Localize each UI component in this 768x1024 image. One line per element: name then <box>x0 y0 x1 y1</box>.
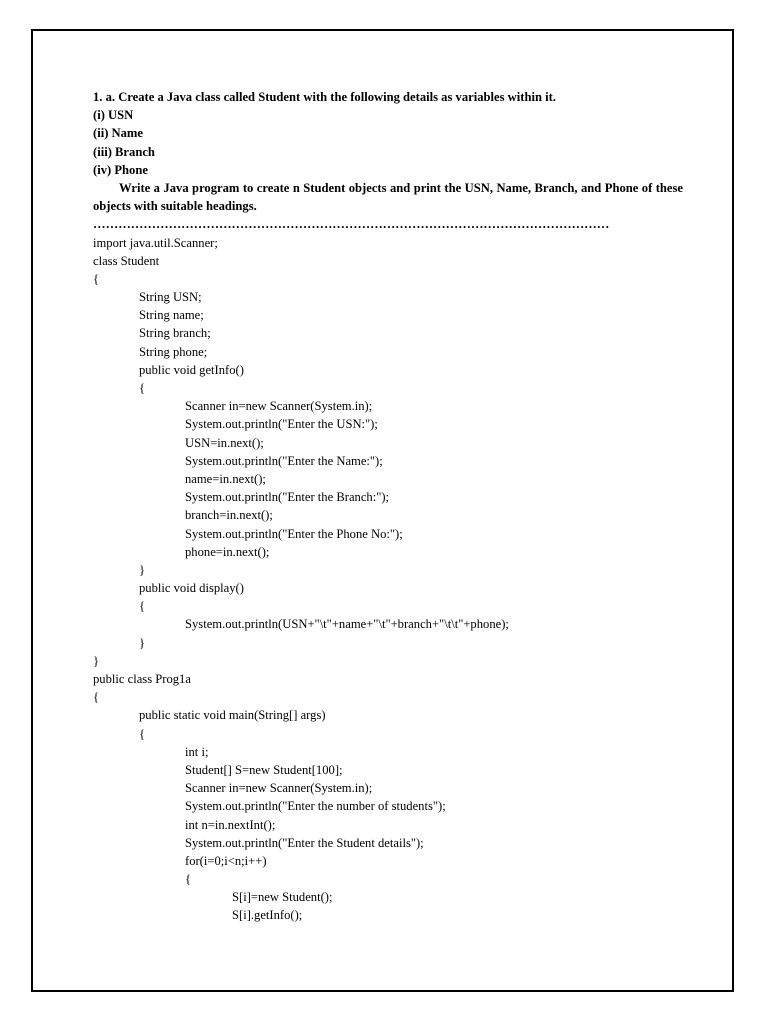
separator-dots: …………………………………………………………………………………………………………… <box>93 217 610 232</box>
code-line: public void getInfo() <box>139 362 244 377</box>
question-item-branch: (iii) Branch <box>93 144 155 159</box>
code-line: System.out.println("Enter the Branch:"); <box>185 490 390 505</box>
code-line: Student[] S=new Student[100]; <box>185 762 343 777</box>
code-line: int n=in.nextInt(); <box>185 817 276 832</box>
question-item-phone: (iv) Phone <box>93 162 148 177</box>
code-line: Scanner in=new Scanner(System.in); <box>185 781 373 796</box>
code-listing <box>93 234 683 925</box>
code-line: public static void main(String[] args) <box>139 708 326 723</box>
question-item-usn: (i) USN <box>93 108 134 123</box>
code-line: S[i].getInfo(); <box>232 908 303 923</box>
code-line: } <box>139 562 146 577</box>
code-line: System.out.println("Enter the Student details"); <box>185 835 424 850</box>
code-line: USN=in.next(); <box>185 435 264 450</box>
code-line: } <box>139 635 146 650</box>
code-line: { <box>139 599 146 614</box>
document-body <box>93 88 683 925</box>
code-line: phone=in.next(); <box>185 544 270 559</box>
code-line: branch=in.next(); <box>185 508 273 523</box>
code-line: String branch; <box>139 326 211 341</box>
code-line: } <box>93 653 100 668</box>
question-title: 1. a. Create a Java class called Student with the following details as variables within it. <box>93 90 556 104</box>
code-line: import java.util.Scanner; <box>93 235 218 250</box>
code-line: String name; <box>139 308 204 323</box>
code-line: { <box>93 271 100 286</box>
code-line: System.out.println(USN+"\t"+name+"\t"+branch+"\t\t"+phone); <box>185 617 509 632</box>
code-line: name=in.next(); <box>185 471 266 486</box>
code-line: for(i=0;i<n;i++) <box>185 853 267 868</box>
question-item-name: (ii) Name <box>93 126 144 141</box>
code-line: System.out.println("Enter the USN:"); <box>185 417 378 432</box>
question-instruction: Write a Java program to create n Student objects and print the USN, Name, Branch, and Phone of these objects with suitable headings. <box>93 180 683 214</box>
code-line: Scanner in=new Scanner(System.in); <box>185 399 373 414</box>
code-line: public void display() <box>139 581 244 596</box>
code-line: { <box>139 381 146 396</box>
code-line: public class Prog1a <box>93 672 191 687</box>
code-line: { <box>139 726 146 741</box>
code-line: System.out.println("Enter the number of students"); <box>185 799 446 814</box>
code-line: String USN; <box>139 290 202 305</box>
code-line: S[i]=new Student(); <box>232 890 333 905</box>
code-line: { <box>185 872 192 887</box>
code-line: class Student <box>93 253 160 268</box>
code-line: int i; <box>185 744 209 759</box>
code-line: { <box>93 690 100 705</box>
code-line: System.out.println("Enter the Name:"); <box>185 453 383 468</box>
code-line: System.out.println("Enter the Phone No:"); <box>185 526 403 541</box>
code-line: String phone; <box>139 344 208 359</box>
